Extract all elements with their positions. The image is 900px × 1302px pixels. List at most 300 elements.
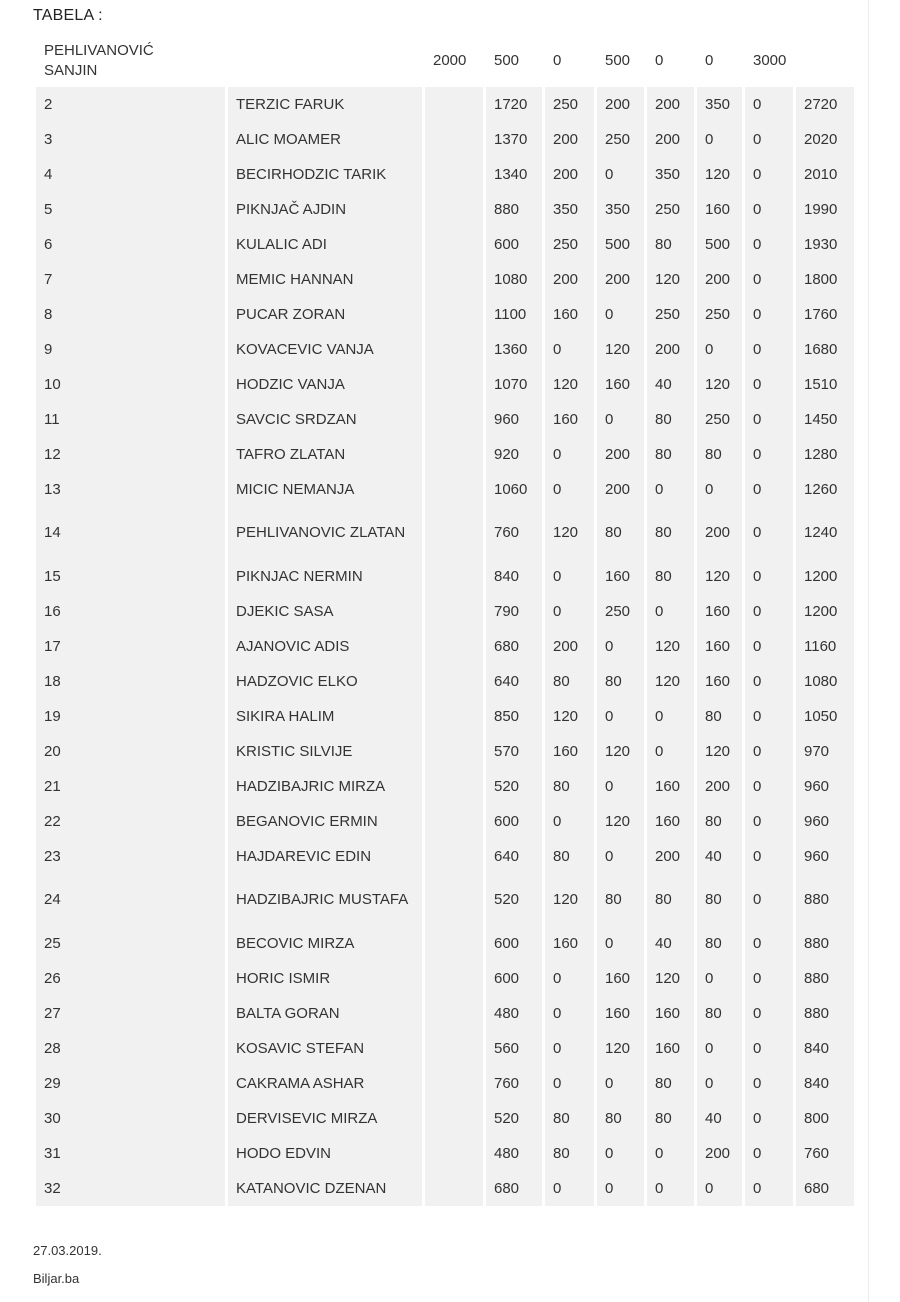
score-cell: [425, 192, 483, 227]
score-cell: 80: [647, 437, 694, 472]
score-cell: 250: [597, 122, 644, 157]
score-cell: 0: [597, 402, 644, 437]
score-cell: [425, 472, 483, 507]
player-name-cell: HADZIBAJRIC MUSTAFA: [228, 874, 422, 926]
score-cell: 250: [545, 87, 594, 122]
table-row: [36, 1171, 854, 1206]
score-cell: 0: [545, 1031, 594, 1066]
player-name-cell: SAVCIC SRDZAN: [228, 402, 422, 437]
player-name-cell: HODZIC VANJA: [228, 367, 422, 402]
total-cell: 1080: [796, 664, 854, 699]
score-cell: 250: [697, 297, 742, 332]
table-row-first: [36, 35, 854, 87]
score-cell: [425, 1171, 483, 1206]
rank-cell: 29: [36, 1066, 225, 1101]
score-cell: 160: [597, 559, 644, 594]
score-cell: 80: [545, 839, 594, 874]
player-name-cell: MICIC NEMANJA: [228, 472, 422, 507]
score-cell: 120: [545, 367, 594, 402]
score-cell: [425, 594, 483, 629]
rank-cell: 20: [36, 734, 225, 769]
score-cell: 120: [545, 699, 594, 734]
score-cell: 160: [597, 961, 644, 996]
table-row: [36, 437, 854, 472]
score-cell: 40: [697, 1101, 742, 1136]
score-cell: 0: [745, 157, 793, 192]
score-cell: 160: [697, 629, 742, 664]
score-cell: 0: [647, 594, 694, 629]
score-cell: 160: [545, 402, 594, 437]
score-cell: 0: [745, 437, 793, 472]
score-cell: 160: [597, 367, 644, 402]
score-cell: 0: [697, 332, 742, 367]
table-row: [36, 699, 854, 734]
score-cell: 1720: [486, 87, 542, 122]
score-cell: 0: [745, 961, 793, 996]
score-cell: 520: [486, 874, 542, 926]
player-name-cell: MEMIC HANNAN: [228, 262, 422, 297]
score-cell: [425, 1031, 483, 1066]
table-row: [36, 1136, 854, 1171]
rank-cell: 19: [36, 699, 225, 734]
first-row-cell-empty: [796, 35, 854, 87]
score-cell: 0: [745, 87, 793, 122]
score-cell: 80: [697, 874, 742, 926]
player-name-cell: KATANOVIC DZENAN: [228, 1171, 422, 1206]
score-cell: 0: [647, 699, 694, 734]
score-cell: 80: [697, 699, 742, 734]
score-cell: 80: [545, 769, 594, 804]
first-player-name-text: PEHLIVANOVIĆ SANJIN: [44, 42, 154, 79]
rank-cell: 15: [36, 559, 225, 594]
score-cell: 920: [486, 437, 542, 472]
score-cell: 200: [597, 87, 644, 122]
score-cell: 480: [486, 996, 542, 1031]
score-cell: 560: [486, 1031, 542, 1066]
score-cell: 120: [697, 734, 742, 769]
score-cell: 80: [597, 874, 644, 926]
total-cell: 1200: [796, 594, 854, 629]
score-cell: 0: [697, 472, 742, 507]
score-cell: 120: [697, 157, 742, 192]
score-cell: 80: [647, 227, 694, 262]
score-cell: 80: [597, 664, 644, 699]
table-row: [36, 804, 854, 839]
page-right-divider: [868, 0, 869, 1302]
score-cell: 80: [697, 996, 742, 1031]
score-cell: 160: [697, 192, 742, 227]
player-name-cell: ALIC MOAMER: [228, 122, 422, 157]
score-cell: [425, 437, 483, 472]
total-cell: 1930: [796, 227, 854, 262]
score-cell: 1100: [486, 297, 542, 332]
rank-cell: 8: [36, 297, 225, 332]
table-row: [36, 996, 854, 1031]
score-cell: 850: [486, 699, 542, 734]
score-cell: [425, 122, 483, 157]
score-cell: 0: [545, 472, 594, 507]
total-cell: 1510: [796, 367, 854, 402]
score-cell: 0: [745, 192, 793, 227]
score-cell: [425, 402, 483, 437]
score-cell: 200: [545, 629, 594, 664]
score-cell: 0: [597, 157, 644, 192]
table-row: [36, 839, 854, 874]
score-cell: 0: [697, 1066, 742, 1101]
total-cell: 1260: [796, 472, 854, 507]
total-cell: 880: [796, 926, 854, 961]
score-cell: 200: [647, 87, 694, 122]
rank-cell: 16: [36, 594, 225, 629]
table-row: [36, 734, 854, 769]
table-row: [36, 262, 854, 297]
table-row: [36, 122, 854, 157]
score-cell: 0: [597, 297, 644, 332]
rank-cell: 13: [36, 472, 225, 507]
player-name-cell: HORIC ISMIR: [228, 961, 422, 996]
rank-cell: 2: [36, 87, 225, 122]
score-cell: [425, 157, 483, 192]
score-cell: 0: [745, 332, 793, 367]
score-cell: [425, 804, 483, 839]
score-cell: 120: [597, 734, 644, 769]
total-cell: 1680: [796, 332, 854, 367]
table-heading: TABELA :: [33, 7, 103, 24]
score-cell: [425, 332, 483, 367]
total-cell: 2020: [796, 122, 854, 157]
score-cell: 80: [545, 1136, 594, 1171]
score-cell: 790: [486, 594, 542, 629]
score-cell: 0: [697, 122, 742, 157]
score-cell: 640: [486, 664, 542, 699]
table-row: [36, 227, 854, 262]
score-cell: 0: [647, 1136, 694, 1171]
rank-cell: 27: [36, 996, 225, 1031]
score-cell: 0: [697, 1031, 742, 1066]
score-cell: 80: [647, 1101, 694, 1136]
score-cell: 80: [697, 926, 742, 961]
score-cell: [425, 1101, 483, 1136]
table-row: [36, 87, 854, 122]
score-cell: 160: [647, 769, 694, 804]
score-cell: 0: [545, 996, 594, 1031]
table-row: [36, 874, 854, 926]
score-cell: [425, 769, 483, 804]
score-cell: 1070: [486, 367, 542, 402]
rank-cell: 30: [36, 1101, 225, 1136]
score-cell: 0: [545, 961, 594, 996]
score-cell: 600: [486, 926, 542, 961]
table-row: [36, 926, 854, 961]
player-name-cell: BEGANOVIC ERMIN: [228, 804, 422, 839]
table-row: [36, 472, 854, 507]
score-cell: 0: [745, 227, 793, 262]
score-cell: 350: [697, 87, 742, 122]
score-cell: 880: [486, 192, 542, 227]
first-player-name: [36, 35, 422, 87]
score-cell: 0: [597, 1171, 644, 1206]
total-cell: 1990: [796, 192, 854, 227]
player-name-cell: PUCAR ZORAN: [228, 297, 422, 332]
score-cell: 0: [597, 1136, 644, 1171]
table-row: [36, 594, 854, 629]
score-cell: 0: [745, 629, 793, 664]
first-row-cell: 3000: [753, 52, 787, 69]
player-name-cell: DERVISEVIC MIRZA: [228, 1101, 422, 1136]
rank-cell: 32: [36, 1171, 225, 1206]
total-cell: 970: [796, 734, 854, 769]
score-cell: 0: [745, 1101, 793, 1136]
score-cell: 120: [647, 262, 694, 297]
score-cell: [425, 996, 483, 1031]
rank-cell: 4: [36, 157, 225, 192]
player-name-cell: TERZIC FARUK: [228, 87, 422, 122]
score-cell: 200: [697, 262, 742, 297]
total-cell: 760: [796, 1136, 854, 1171]
total-cell: 680: [796, 1171, 854, 1206]
table-row: [36, 664, 854, 699]
score-cell: 1340: [486, 157, 542, 192]
score-cell: 120: [545, 507, 594, 559]
score-cell: 160: [647, 1031, 694, 1066]
score-cell: 160: [697, 594, 742, 629]
score-cell: 0: [597, 629, 644, 664]
score-cell: 0: [545, 1066, 594, 1101]
score-cell: 350: [647, 157, 694, 192]
score-cell: 0: [647, 472, 694, 507]
score-cell: 200: [597, 437, 644, 472]
first-row-cell: 0: [553, 52, 562, 69]
rank-cell: 7: [36, 262, 225, 297]
score-cell: [425, 262, 483, 297]
total-cell: 1450: [796, 402, 854, 437]
table-row: [36, 559, 854, 594]
total-cell: 880: [796, 996, 854, 1031]
total-cell: 1050: [796, 699, 854, 734]
player-name-cell: KULALIC ADI: [228, 227, 422, 262]
rank-cell: 17: [36, 629, 225, 664]
player-name-cell: HADZOVIC ELKO: [228, 664, 422, 699]
score-cell: [425, 559, 483, 594]
score-cell: 640: [486, 839, 542, 874]
score-cell: 160: [545, 297, 594, 332]
table-row: [36, 1066, 854, 1101]
total-cell: 1800: [796, 262, 854, 297]
player-name-cell: KRISTIC SILVIJE: [228, 734, 422, 769]
table-row: [36, 367, 854, 402]
total-cell: 1160: [796, 629, 854, 664]
player-name-cell: CAKRAMA ASHAR: [228, 1066, 422, 1101]
first-row-cell: 500: [605, 52, 631, 69]
rank-cell: 6: [36, 227, 225, 262]
score-cell: 160: [647, 996, 694, 1031]
score-cell: 40: [647, 367, 694, 402]
first-row-cell: 0: [655, 52, 664, 69]
table-row: [36, 507, 854, 559]
score-cell: 80: [647, 402, 694, 437]
score-cell: [425, 926, 483, 961]
score-cell: 0: [745, 594, 793, 629]
score-cell: 0: [745, 559, 793, 594]
score-cell: [425, 839, 483, 874]
score-cell: 960: [486, 402, 542, 437]
score-cell: [425, 874, 483, 926]
total-cell: 840: [796, 1066, 854, 1101]
footer-source: Biljar.ba: [33, 1271, 80, 1286]
rank-cell: 3: [36, 122, 225, 157]
total-cell: 2720: [796, 87, 854, 122]
score-cell: 0: [545, 1171, 594, 1206]
score-cell: [425, 227, 483, 262]
score-cell: 80: [697, 437, 742, 472]
score-cell: 0: [745, 664, 793, 699]
score-cell: 120: [647, 961, 694, 996]
score-cell: 0: [745, 804, 793, 839]
score-cell: 0: [545, 332, 594, 367]
score-cell: [425, 1136, 483, 1171]
score-cell: 350: [545, 192, 594, 227]
score-cell: 0: [745, 1031, 793, 1066]
rank-cell: 31: [36, 1136, 225, 1171]
table-row: [36, 769, 854, 804]
first-row-cell: 0: [705, 52, 714, 69]
score-cell: 0: [745, 699, 793, 734]
footer-date: 27.03.2019.: [33, 1243, 102, 1258]
score-cell: 40: [647, 926, 694, 961]
player-name-cell: HODO EDVIN: [228, 1136, 422, 1171]
player-name-cell: SIKIRA HALIM: [228, 699, 422, 734]
score-cell: 350: [597, 192, 644, 227]
score-cell: 0: [545, 804, 594, 839]
score-cell: 200: [697, 769, 742, 804]
score-cell: 250: [545, 227, 594, 262]
score-cell: 0: [745, 507, 793, 559]
score-cell: 80: [697, 804, 742, 839]
score-cell: 0: [745, 1066, 793, 1101]
score-cell: 160: [697, 664, 742, 699]
score-cell: 1060: [486, 472, 542, 507]
first-row-cell: 2000: [433, 52, 467, 69]
score-cell: 0: [745, 769, 793, 804]
score-cell: 0: [745, 1171, 793, 1206]
score-cell: [425, 664, 483, 699]
score-cell: 0: [545, 594, 594, 629]
total-cell: 1760: [796, 297, 854, 332]
player-name-cell: KOVACEVIC VANJA: [228, 332, 422, 367]
score-cell: 0: [697, 961, 742, 996]
score-cell: 200: [697, 507, 742, 559]
standings-table-body: [36, 35, 854, 1206]
standings-table: [33, 35, 857, 1206]
score-cell: 80: [647, 1066, 694, 1101]
score-cell: 250: [647, 192, 694, 227]
score-cell: 0: [597, 769, 644, 804]
score-cell: 120: [597, 804, 644, 839]
score-cell: 200: [545, 262, 594, 297]
score-cell: 0: [745, 262, 793, 297]
table-row: [36, 332, 854, 367]
score-cell: 200: [545, 157, 594, 192]
table-row: [36, 961, 854, 996]
rank-cell: 24: [36, 874, 225, 926]
score-cell: 250: [597, 594, 644, 629]
player-name-cell: PIKNJAC NERMIN: [228, 559, 422, 594]
score-cell: 0: [745, 874, 793, 926]
rank-cell: 18: [36, 664, 225, 699]
table-row: [36, 297, 854, 332]
player-name-cell: TAFRO ZLATAN: [228, 437, 422, 472]
score-cell: 570: [486, 734, 542, 769]
score-cell: 0: [745, 839, 793, 874]
score-cell: 0: [597, 1066, 644, 1101]
score-cell: 760: [486, 507, 542, 559]
rank-cell: 28: [36, 1031, 225, 1066]
rank-cell: 10: [36, 367, 225, 402]
player-name-cell: BECOVIC MIRZA: [228, 926, 422, 961]
total-cell: 840: [796, 1031, 854, 1066]
score-cell: 80: [647, 874, 694, 926]
score-cell: 200: [697, 1136, 742, 1171]
score-cell: 760: [486, 1066, 542, 1101]
first-row-cell: 500: [494, 52, 520, 69]
score-cell: 200: [647, 122, 694, 157]
score-cell: 120: [647, 629, 694, 664]
rank-cell: 21: [36, 769, 225, 804]
score-cell: 120: [597, 332, 644, 367]
score-cell: 0: [597, 926, 644, 961]
player-name-cell: DJEKIC SASA: [228, 594, 422, 629]
total-cell: 960: [796, 804, 854, 839]
score-cell: 120: [697, 559, 742, 594]
score-cell: 0: [745, 472, 793, 507]
score-cell: 0: [647, 1171, 694, 1206]
table-row: [36, 1031, 854, 1066]
score-cell: 680: [486, 629, 542, 664]
score-cell: 600: [486, 804, 542, 839]
score-cell: 0: [597, 699, 644, 734]
total-cell: 1280: [796, 437, 854, 472]
table-row: [36, 157, 854, 192]
player-name-cell: AJANOVIC ADIS: [228, 629, 422, 664]
rank-cell: 26: [36, 961, 225, 996]
total-cell: 960: [796, 769, 854, 804]
score-cell: [425, 699, 483, 734]
score-cell: 1080: [486, 262, 542, 297]
score-cell: 480: [486, 1136, 542, 1171]
total-cell: 960: [796, 839, 854, 874]
score-cell: 160: [647, 804, 694, 839]
score-cell: 250: [647, 297, 694, 332]
score-cell: 500: [697, 227, 742, 262]
score-cell: 80: [597, 507, 644, 559]
score-cell: [425, 507, 483, 559]
score-cell: 120: [697, 367, 742, 402]
player-name-cell: PIKNJAČ AJDIN: [228, 192, 422, 227]
score-cell: 80: [647, 507, 694, 559]
score-cell: 500: [597, 227, 644, 262]
total-cell: 1200: [796, 559, 854, 594]
score-cell: 80: [545, 664, 594, 699]
score-cell: 200: [545, 122, 594, 157]
score-cell: 160: [597, 996, 644, 1031]
player-name-cell: HADZIBAJRIC MIRZA: [228, 769, 422, 804]
score-cell: 80: [545, 1101, 594, 1136]
rank-cell: 5: [36, 192, 225, 227]
score-cell: [425, 367, 483, 402]
score-cell: 160: [545, 734, 594, 769]
score-cell: 0: [545, 437, 594, 472]
score-cell: 520: [486, 1101, 542, 1136]
